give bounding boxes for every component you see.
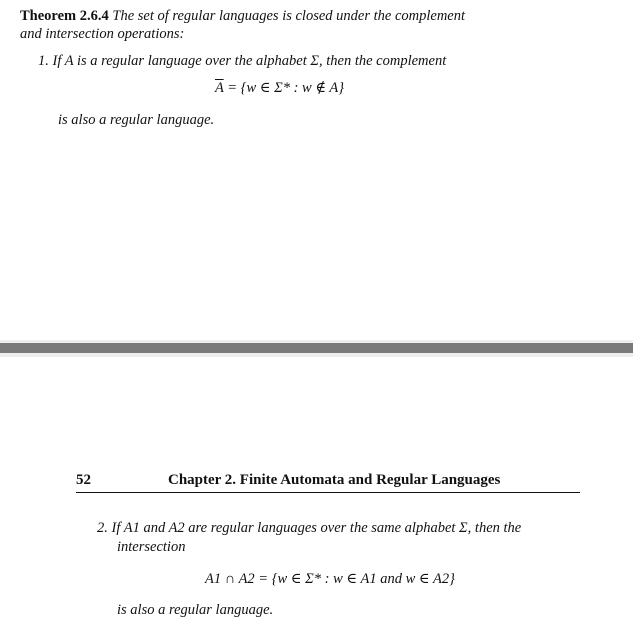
item2-number: 2.	[97, 520, 108, 536]
item1-number: 1.	[38, 53, 49, 69]
theorem-statement-2: and intersection operations:	[20, 26, 185, 42]
complement-symbol: $\overline{A}$	[215, 80, 224, 96]
theorem-label: Theorem 2.6.4	[20, 8, 109, 24]
theorem-statement-1: The set of regular languages is closed under the complement	[112, 8, 466, 24]
item1-text: If A is a regular language over the alphabet Σ, then the complement	[52, 53, 447, 69]
item1-formula-rhs: = {w ∈ Σ* : w ∉ A}	[223, 80, 345, 96]
theorem-line-1	[20, 7, 465, 25]
chapter-title: Chapter 2. Finite Automata and Regular Languages	[168, 472, 501, 488]
page-header	[76, 472, 580, 493]
page-number: 52	[76, 472, 91, 488]
item1-text-line	[38, 52, 446, 70]
item2-formula: A1 ∩ A2 = {w ∈ Σ* : w ∈ A1 and w ∈ A2}	[205, 571, 455, 587]
page-separator	[0, 340, 633, 357]
item2-conclusion: is also a regular language.	[117, 602, 274, 618]
item2-text-1: If A1 and A2 are regular languages over the same alphabet Σ, then the	[111, 520, 522, 536]
item2-text-line-2: intersection	[117, 539, 186, 555]
item1-conclusion: is also a regular language.	[58, 112, 215, 128]
item1-formula	[215, 79, 344, 97]
item2-text-line-1	[97, 519, 521, 537]
